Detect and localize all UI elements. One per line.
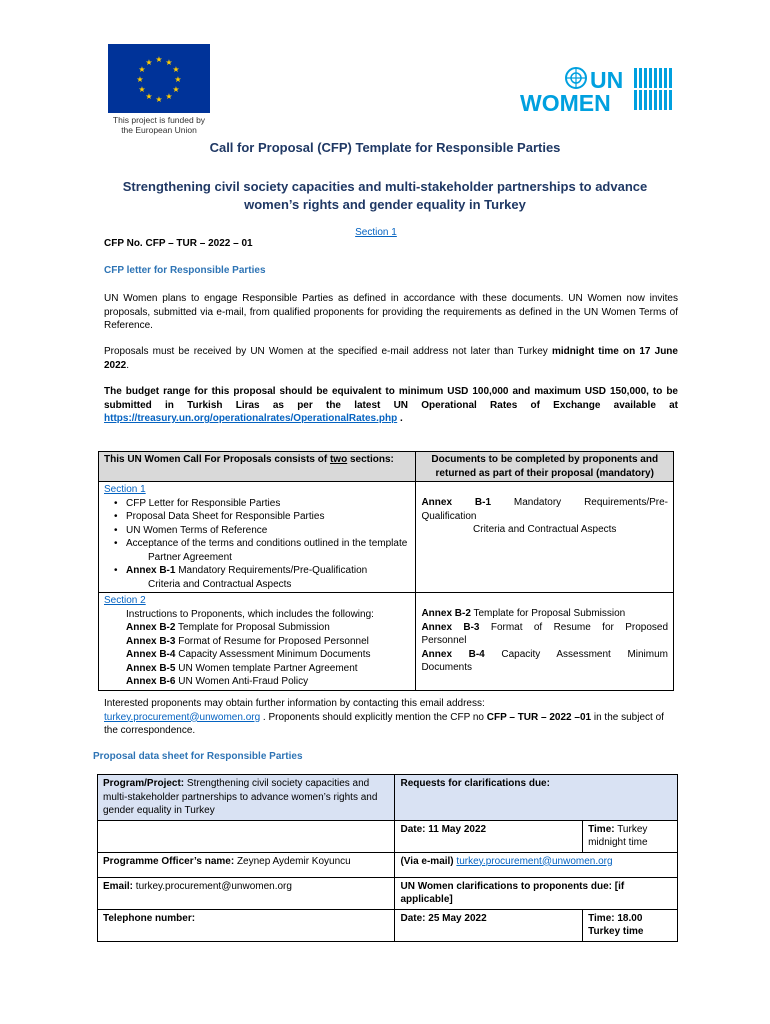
budget-paragraph	[104, 385, 678, 426]
budget-end: .	[397, 413, 403, 424]
section1-title-link[interactable]: Section 1	[104, 484, 146, 495]
cfp-letter-heading: CFP letter for Responsible Parties	[104, 265, 266, 276]
officer-label: Programme Officer’s name:	[103, 855, 235, 867]
list-item-cont: Partner Agreement	[148, 551, 232, 563]
svg-text:★: ★	[145, 92, 153, 101]
contact-line2	[104, 711, 678, 738]
svg-text:★: ★	[155, 95, 163, 104]
via-email-link[interactable]: turkey.procurement@unwomen.org	[456, 855, 613, 867]
deadline-end: .	[126, 359, 130, 371]
svg-text:★: ★	[174, 75, 182, 84]
section1-link[interactable]: Section 1	[355, 227, 397, 238]
annex-title: UN Women template Partner Agreement	[175, 662, 358, 674]
svg-text:★: ★	[165, 92, 173, 101]
un-women-logo-un: UN	[590, 67, 624, 93]
contact-cfp-number: CFP – TUR – 2022 –01	[486, 711, 592, 723]
annex-code: Annex B-1	[126, 565, 176, 576]
contact-paragraph	[104, 697, 678, 738]
table-row	[99, 452, 674, 482]
deadline-text: Proposals must be received by UN Women at the specified e-mail address not later than Turkey	[104, 346, 552, 357]
phone-cell	[98, 909, 395, 941]
annex-b1-criteria: Criteria and Contractual Aspects	[473, 524, 617, 535]
section1-cell	[99, 482, 416, 593]
deadline-paragraph	[104, 345, 678, 372]
time2-value: Time: 18.00 Turkey time	[588, 912, 644, 937]
list-item	[126, 621, 410, 635]
un-women-logo-women: WOMEN	[520, 90, 611, 114]
table-row	[99, 593, 674, 691]
annex-code: Annex B-5	[126, 662, 176, 674]
list-item	[126, 662, 410, 676]
table-row	[98, 820, 678, 852]
annex-title: UN Women Anti-Fraud Policy	[175, 676, 309, 687]
section2-cell	[99, 593, 416, 691]
subtitle-line2: women’s rights and gender equality in Turkey	[244, 197, 526, 212]
svg-text:★: ★	[138, 85, 146, 94]
eu-caption-line1: This project is funded by	[112, 115, 206, 125]
annex-b1-cont: Qualification	[421, 510, 477, 522]
list-item: • UN Women Terms of Reference	[114, 524, 410, 538]
svg-text:★: ★	[145, 58, 153, 67]
intro-paragraph: UN Women plans to engage Responsible Parties as defined in accordance with these documents. UN Women now invites proposals, submitted via e-mail, from qualified proponents for providing the requirements as defined in the UN Women Terms of Reference.	[104, 293, 678, 331]
list-item: • Proposal Data Sheet for Responsible Parties	[114, 510, 410, 524]
document-subtitle	[100, 178, 670, 214]
list-item	[126, 675, 410, 689]
svg-text:★: ★	[165, 58, 173, 67]
sections-left-header	[99, 452, 416, 482]
svg-text:★: ★	[138, 65, 146, 74]
section2-title-link[interactable]: Section 2	[104, 595, 146, 606]
section2-content	[104, 608, 410, 689]
contact-text: . Proponents should explicitly mention the CFP no	[260, 711, 487, 723]
unw-clarification-cell	[395, 877, 678, 909]
sections-table	[98, 451, 674, 691]
email-label: Email:	[103, 880, 134, 892]
date1-cell	[395, 820, 583, 852]
annex-b3-cont: Personnel	[421, 635, 467, 646]
svg-text:★: ★	[172, 85, 180, 94]
annex-title: Capacity Assessment Minimum Documents	[175, 649, 371, 660]
annex-b4-cont: Documents	[421, 662, 473, 673]
section1-list	[104, 497, 410, 592]
time1-label: Time:	[588, 823, 615, 835]
time2-cell	[583, 909, 678, 941]
list-item-text: Acceptance of the terms and conditions outlined in the template	[126, 538, 408, 549]
clarification-label: Requests for clarifications due:	[400, 778, 550, 789]
table-row	[98, 877, 678, 909]
contact-text-end: in the subject of the correspondence.	[104, 711, 664, 736]
date1-value: Date: 11 May 2022	[400, 823, 487, 835]
annex-b4-line: Annex B-4 Capacity Assessment Minimum	[421, 648, 669, 660]
unw-clarification-label: UN Women clarifications to proponents due: [if applicable]	[400, 880, 625, 905]
annex-b1-line: Annex B-1 Mandatory Requirements/Pre-	[421, 497, 668, 508]
treasury-rates-link[interactable]: https://treasury.un.org/operationalrates/OperationalRates.php	[104, 413, 398, 424]
table-row	[98, 909, 678, 941]
via-email-cell	[395, 852, 678, 877]
datasheet-heading: Proposal data sheet for Responsible Parties	[93, 751, 303, 762]
svg-text:★: ★	[172, 65, 180, 74]
left-header-underline: two	[329, 454, 348, 465]
section1-right-cell	[416, 482, 674, 593]
clarification-cell	[395, 775, 678, 821]
annex-code: Annex B-3	[126, 635, 176, 647]
budget-text: The budget range for this proposal should be equivalent to minimum USD 100,000 and maximum USD 150,000, to be submitted in Turkish Liras as per the latest UN Operational Rates of Exchange available at	[104, 386, 678, 411]
annex-title: Mandatory Requirements/Pre-Qualification	[175, 565, 368, 576]
annex-code: Annex B-6	[126, 676, 176, 687]
empty-cell	[98, 820, 395, 852]
program-cell	[98, 775, 395, 821]
sections-right-header: Documents to be completed by proponents and returned as part of their proposal (mandatory)	[416, 452, 674, 482]
annex-title: Template for Proposal Submission	[175, 622, 330, 633]
email-value: turkey.procurement@unwomen.org	[133, 880, 292, 892]
subtitle-line1: Strengthening civil society capacities and multi-stakeholder partnerships to advance	[122, 179, 648, 194]
table-row	[98, 852, 678, 877]
left-header-text: This UN Women Call For Proposals consists of	[104, 454, 330, 465]
document-title: Call for Proposal (CFP) Template for Responsible Parties	[209, 140, 561, 155]
annex-title: Template for Proposal Submission	[470, 608, 626, 619]
svg-text:★: ★	[155, 55, 163, 64]
annex-code: Annex B-2	[126, 622, 176, 633]
list-item	[114, 537, 410, 564]
left-header-end: sections:	[347, 454, 394, 465]
annex-b3-line: Annex B-3 Format of Resume for Proposed	[421, 621, 669, 633]
deadline-bold: midnight time on 17 June 2022	[104, 346, 678, 371]
date2-value: Date: 25 May 2022	[400, 912, 487, 924]
phone-label: Telephone number:	[103, 912, 196, 924]
time1-value: Turkey midnight time	[588, 823, 648, 848]
annex-title: Format of Resume for Proposed Personnel	[175, 635, 369, 647]
cfp-number: CFP No. CFP – TUR – 2022 – 01	[104, 238, 253, 249]
date2-cell	[395, 909, 583, 941]
table-row	[99, 482, 674, 593]
procurement-email-link[interactable]: turkey.procurement@unwomen.org	[104, 711, 261, 723]
contact-line1: Interested proponents may obtain further information by contacting this email address:	[104, 698, 485, 709]
program-label: Program/Project:	[103, 778, 185, 789]
email-cell	[98, 877, 395, 909]
section2-right-cell	[416, 593, 674, 691]
section2-intro: Instructions to Proponents, which includes the following:	[126, 608, 374, 620]
officer-cell	[98, 852, 395, 877]
officer-value: Zeynep Aydemir Koyuncu	[234, 855, 351, 867]
datasheet-table	[97, 774, 678, 942]
annex-b2-line	[421, 607, 668, 621]
un-women-logo	[518, 64, 678, 114]
list-item	[126, 648, 410, 662]
time1-cell	[583, 820, 678, 852]
program-value: Strengthening civil society capacities and multi-stakeholder partnerships to advance women’s rights and gender equality in Turkey	[103, 778, 378, 816]
eu-flag-logo	[108, 44, 210, 113]
list-item: • CFP Letter for Responsible Parties	[114, 497, 410, 511]
list-item	[126, 635, 410, 649]
list-item	[114, 564, 410, 591]
svg-text:★: ★	[136, 75, 144, 84]
annex-code: Annex B-4	[126, 649, 176, 660]
via-email-label: (Via e-mail)	[400, 855, 454, 867]
eu-funding-caption	[104, 115, 214, 135]
table-row	[98, 775, 678, 821]
annex-code: Annex B-2	[421, 608, 471, 619]
list-item-cont: Criteria and Contractual Aspects	[148, 578, 292, 590]
eu-caption-line2: the European Union	[121, 125, 197, 135]
